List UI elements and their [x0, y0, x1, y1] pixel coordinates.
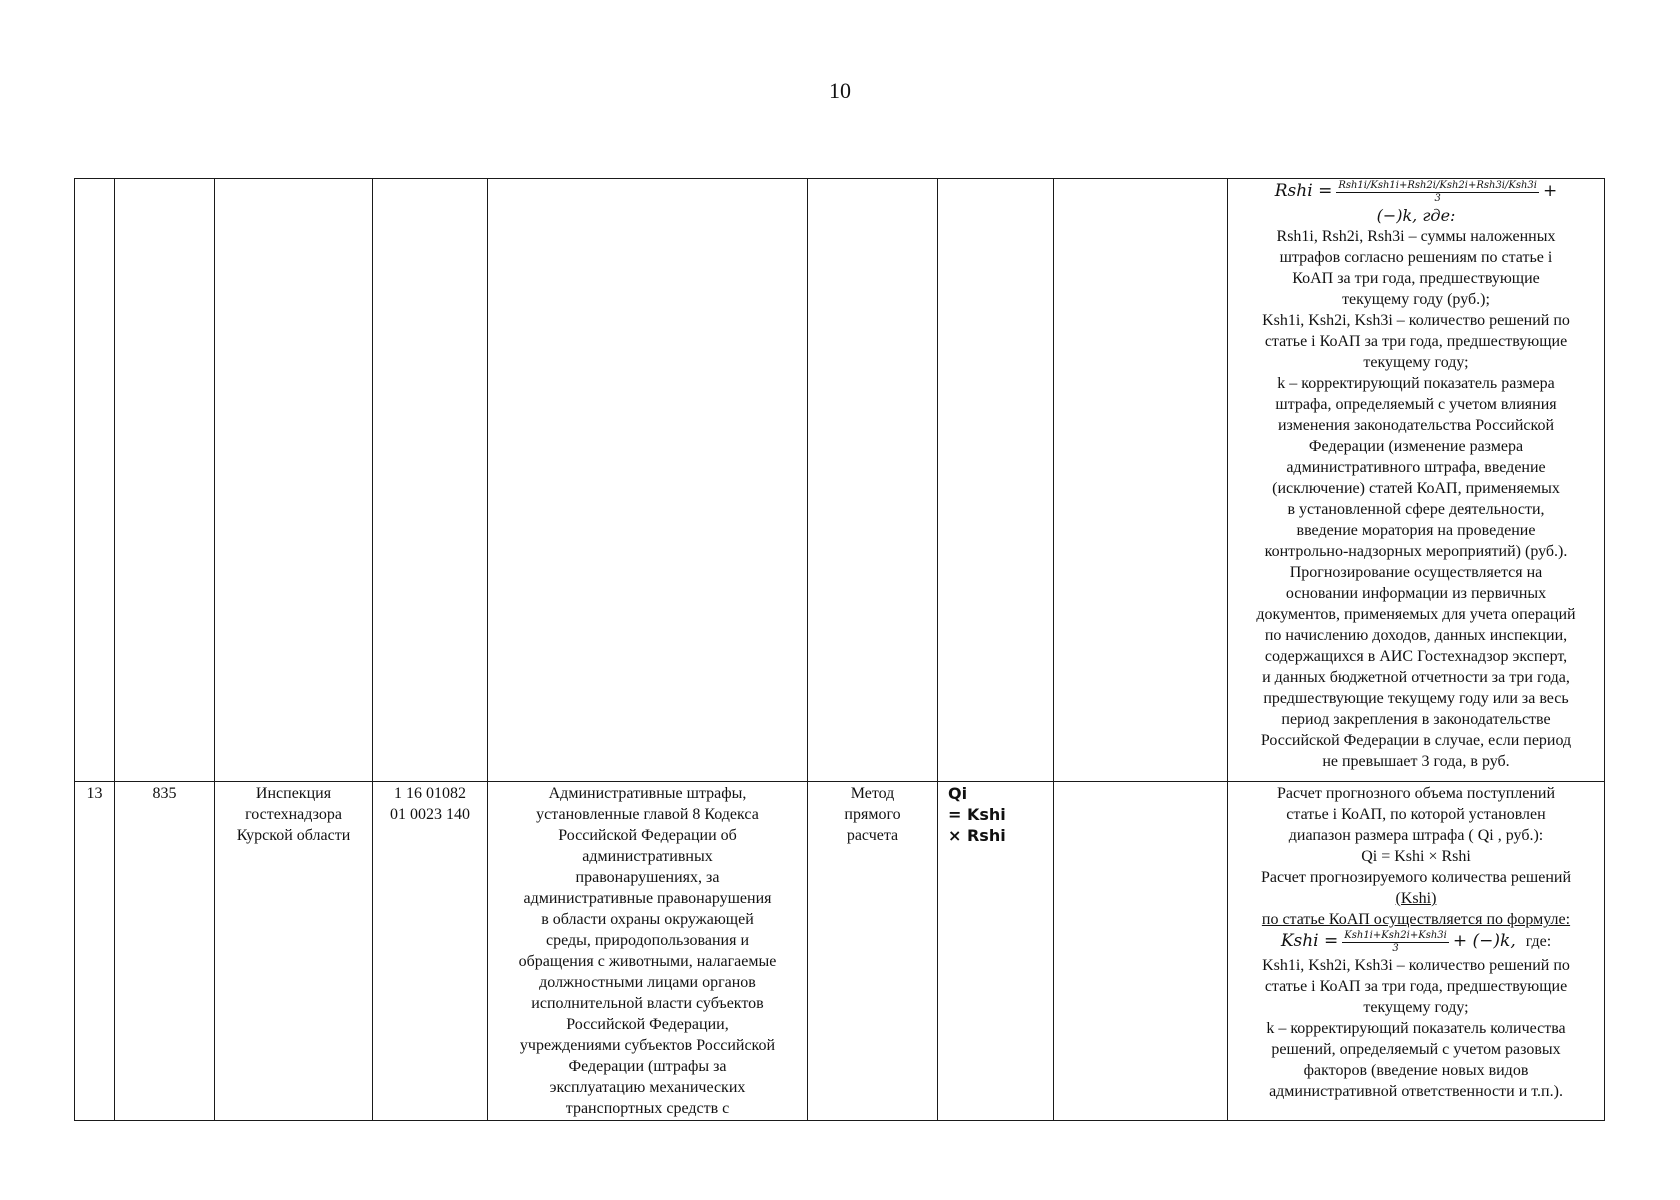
rshi-formula-lhs: Rshi =: [1274, 181, 1333, 202]
methodology-line: не превышает 3 года, в руб.: [1322, 753, 1510, 770]
methodology-text: [1231, 226, 1601, 772]
revenue-name-line: обращения с животными, налагаемые: [518, 953, 777, 970]
methodology-line: решений, определяемый с учетом разовых: [1271, 1041, 1561, 1058]
rshi-formula: [1231, 180, 1601, 205]
rshi-formula-numerator: Rsh1i/Ksh1i+Rsh2i/Ksh2i+Rsh3i/Ksh3i: [1338, 180, 1537, 191]
methodology-line: в установленной сфере деятельности,: [1287, 501, 1545, 518]
formula-line: Qi: [948, 784, 968, 803]
cell-empty: [1054, 782, 1228, 1121]
methodology-line: Федерации (изменение размера: [1308, 438, 1524, 455]
kbk-code-line: 01 0023 140: [390, 806, 470, 823]
methodology-line: Rsh1i, Rsh2i, Rsh3i – суммы наложенных: [1276, 228, 1556, 245]
methodology-description: [1228, 782, 1605, 1121]
revenue-name-line: административные правонарушения: [523, 890, 772, 907]
revenue-name-line: Федерации (штрафы за: [568, 1058, 727, 1075]
kbk-code: [373, 782, 488, 1121]
methodology-line: административной ответственности и т.п.).: [1269, 1083, 1563, 1100]
administrator-name-line: Курской области: [236, 827, 351, 844]
methodology-line: предшествующие текущему году или за весь: [1263, 690, 1569, 707]
methodology-line: введение моратория на проведение: [1296, 522, 1536, 539]
revenue-name-line: Российской Федерации об: [558, 827, 737, 844]
methodology-line: по начислению доходов, данных инспекции,: [1264, 627, 1568, 644]
table-row-13: [75, 782, 1605, 1121]
administrator-name: [215, 782, 373, 1121]
calculation-method-line: прямого: [844, 806, 901, 823]
methodology-line: период закрепления в законодательстве: [1281, 711, 1551, 728]
methodology-line: содержащихся в АИС Гостехнадзор эксперт,: [1264, 648, 1568, 665]
rshi-formula-plus: +: [1542, 181, 1558, 202]
revenue-name-line: должностными лицами органов: [539, 974, 756, 991]
methodology-line: Ksh1i, Ksh2i, Ksh3i – количество решений по: [1262, 312, 1570, 329]
methodology-line: штрафов согласно решениям по статье i: [1279, 249, 1553, 266]
methodology-line: Qi = Kshi × Rshi: [1361, 848, 1471, 865]
cell-methodology-continued: [1228, 179, 1605, 782]
methodology-line: текущему году (руб.);: [1342, 291, 1490, 308]
methodology-line: и данных бюджетной отчетности за три года,: [1262, 669, 1570, 686]
rshi-formula-k: (−)k, где:: [1376, 206, 1456, 225]
kshi-formula-denominator: 3: [1392, 943, 1399, 954]
kshi-formula-gde: где:: [1525, 933, 1552, 951]
revenue-name-line: исполнительной власти субъектов: [531, 995, 764, 1012]
methodology-line: k – корректирующий показатель количества: [1266, 1020, 1566, 1037]
methodology-line: Расчет прогнозного объема поступлений: [1276, 785, 1556, 802]
methodology-line: статье i КоАП за три года, предшествующие: [1264, 978, 1568, 995]
table-row-continued: [75, 179, 1605, 782]
admin-code: 835: [115, 782, 215, 1121]
kshi-formula-fraction: [1342, 930, 1449, 955]
kshi-formula: [1231, 930, 1601, 955]
methodology-line: Прогнозирование осуществляется на: [1289, 564, 1543, 581]
methodology-line: статье i КоАП за три года, предшествующие: [1264, 333, 1568, 350]
kbk-code-line: 1 16 01082: [394, 785, 466, 802]
page-number: 10: [829, 78, 851, 103]
methodology-line: статье i КоАП, по которой установлен: [1286, 806, 1546, 823]
formula-intro: по статье КоАП осуществляется по формуле:: [1261, 911, 1571, 928]
methodology-line: контрольно-надзорных мероприятий) (руб.).: [1264, 543, 1568, 560]
methodology-line: Расчет прогнозируемого количества решений: [1260, 869, 1572, 886]
cell-empty: [115, 179, 215, 782]
kshi-formula-tail: + (−)k,: [1452, 931, 1516, 952]
methodology-line: текущему году;: [1363, 999, 1469, 1016]
kshi-label: (Kshi): [1395, 890, 1437, 907]
revenue-forecast-table: [74, 178, 1605, 1121]
revenue-name: [488, 782, 808, 1121]
administrator-name-line: гостехнадзора: [245, 806, 342, 823]
methodology-line: основании информации из первичных: [1285, 585, 1547, 602]
revenue-name-line: транспортных средств с: [565, 1100, 730, 1117]
revenue-name-line: правонарушениях, за: [575, 869, 720, 886]
methodology-line: диапазон размера штрафа ( Qi , руб.):: [1288, 827, 1544, 844]
calculation-method-line: Метод: [850, 785, 895, 802]
revenue-name-line: эксплуатацию механических: [549, 1079, 746, 1096]
revenue-name-line: административных: [582, 848, 713, 865]
formula-line: = Kshi: [948, 805, 1006, 824]
calculation-method-line: расчета: [846, 827, 899, 844]
formula-line: × Rshi: [948, 826, 1006, 845]
kshi-formula-lhs: Kshi =: [1280, 931, 1339, 952]
calculation-formula: [938, 782, 1054, 1121]
revenue-name-line: среды, природопользования и: [545, 932, 750, 949]
methodology-line: k – корректирующий показатель размера: [1277, 375, 1555, 392]
revenue-name-line: Административные штрафы,: [548, 785, 747, 802]
cell-empty: [488, 179, 808, 782]
administrator-name-line: Инспекция: [255, 785, 332, 802]
revenue-name-line: в области охраны окружающей: [541, 911, 754, 928]
methodology-line: факторов (введение новых видов: [1303, 1062, 1529, 1079]
cell-empty: [1054, 179, 1228, 782]
methodology-line: (исключение) статей КоАП, применяемых: [1272, 480, 1560, 497]
kshi-formula-numerator: Ksh1i+Ksh2i+Ksh3i: [1344, 930, 1447, 941]
methodology-line: Российской Федерации в случае, если период: [1260, 732, 1572, 749]
revenue-name-line: учреждениями субъектов Российской: [519, 1037, 776, 1054]
methodology-text-bottom: [1231, 955, 1601, 1102]
cell-empty: [938, 179, 1054, 782]
rshi-formula-fraction: [1336, 180, 1539, 205]
methodology-text-top: [1231, 783, 1601, 888]
methodology-line: текущему году;: [1363, 354, 1469, 371]
row-number: 13: [75, 782, 115, 1121]
methodology-line: КоАП за три года, предшествующие: [1292, 270, 1540, 287]
methodology-line: штрафа, определяемый с учетом влияния: [1275, 396, 1557, 413]
cell-empty: [215, 179, 373, 782]
revenue-name-line: установленные главой 8 Кодекса: [536, 806, 759, 823]
cell-empty: [75, 179, 115, 782]
revenue-name-line: Российской Федерации,: [566, 1016, 729, 1033]
methodology-line: изменения законодательства Российской: [1277, 417, 1555, 434]
cell-empty: [373, 179, 488, 782]
methodology-line: документов, применяемых для учета операций: [1256, 606, 1576, 623]
rshi-formula-denominator: 3: [1434, 193, 1441, 204]
cell-empty: [808, 179, 938, 782]
calculation-method: [808, 782, 938, 1121]
methodology-line: административного штрафа, введение: [1286, 459, 1546, 476]
methodology-line: Ksh1i, Ksh2i, Ksh3i – количество решений по: [1262, 957, 1570, 974]
